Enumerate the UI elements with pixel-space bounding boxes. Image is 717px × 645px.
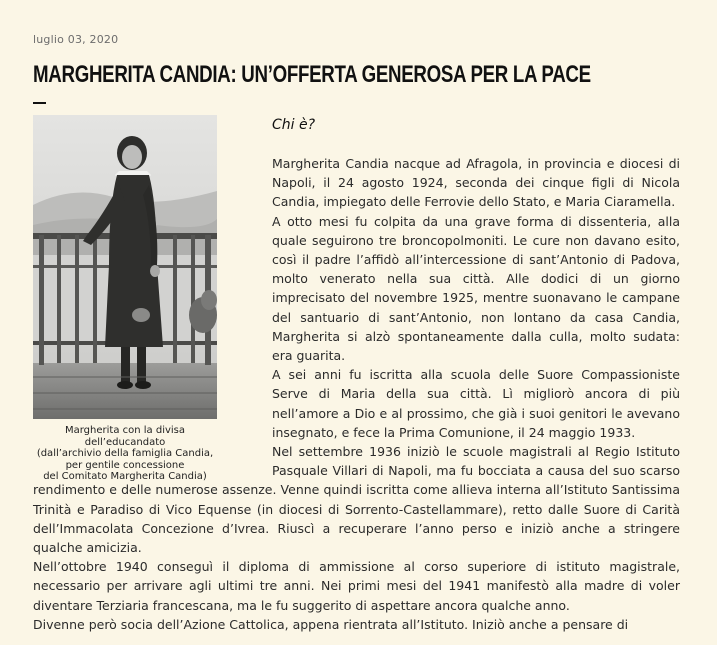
paragraph: Divenne però socia dell’Azione Cattolica, appena rientrata all’Istituto. Iniziò anche a pensare di [33, 616, 629, 632]
section-heading: Chi è? [272, 117, 316, 133]
title-divider [33, 102, 46, 104]
post-date: luglio 03, 2020 [33, 33, 119, 46]
caption-line: del Comitato Margherita Candia) [43, 471, 207, 482]
paragraph: Nell’ottobre 1940 conseguì il diploma di ammissione al corso superiore di istituto magistrale, necessario per arrivare agli ultimi tre anni. Nei primi mesi del 1941 manifestò alla madre di voler diventare Terziaria francescana, ma le fu suggerito di aspettare ancora qualche anno. [33, 559, 680, 613]
caption-line: (dall’archivio della famiglia Candia, [36, 448, 214, 459]
post-title: MARGHERITA CANDIA: UN’OFFERTA GENEROSA PER LA PACE [33, 61, 591, 88]
figure-spacer [33, 154, 272, 474]
caption-line: Margherita con la divisa dell’educandato [64, 425, 186, 448]
caption-line: per gentile concessione [65, 459, 185, 471]
paragraph: A sei anni fu iscritta alla scuola delle Suore Compassioniste Serve di Maria della sua città. Lì migliorò ancora di più nell’amore a Dio e al prossimo, che già i suoi genitori le avevano insegnato, e fece la Prima Comunione, il 24 maggio 1933. [272, 367, 680, 440]
paragraph: Margherita Candia nacque ad Afragola, in provincia e diocesi di Napoli, il 24 agosto 1924, seconda dei cinque figli di Nicola Candia, impiegato delle Ferrovie dello Stato, e Maria Ciaramella. [272, 156, 680, 210]
paragraph: A otto mesi fu colpita da una grave forma di dissenteria, alla quale seguirono tre broncopolmoniti. Le cure non davano esito, così il padre l’affidò all’intercessione di sant’Antonio di Padova, molto venerato nella sua città. Alle dodici di un giorno imprecisato del novembre 1925, mentre suonavano le campane del santuario di sant’Antonio, non lontano da casa Candia, Margherita si alzò spontaneamente dalla culla, molto sudata: era guarita. [272, 213, 680, 364]
article-body [33, 154, 680, 634]
paragraph: Nel settembre 1936 iniziò le scuole magistrali al Regio Istituto Pasquale Villari di Napoli, ma fu bocciata a causa del suo scarso rendimento e delle numerose assenze. Venne quindi iscritta come allieva interna all’Istituto Santissima Trinità e Paradiso di Vico Equense (in diocesi di Sorrento-Castellammare), retto dalle Suore di Carità dell’Immacolata Concezione d’Ivrea. Riuscì a recuperare l’anno perso e iniziò anche a stringere qualche amicizia. [33, 444, 680, 556]
